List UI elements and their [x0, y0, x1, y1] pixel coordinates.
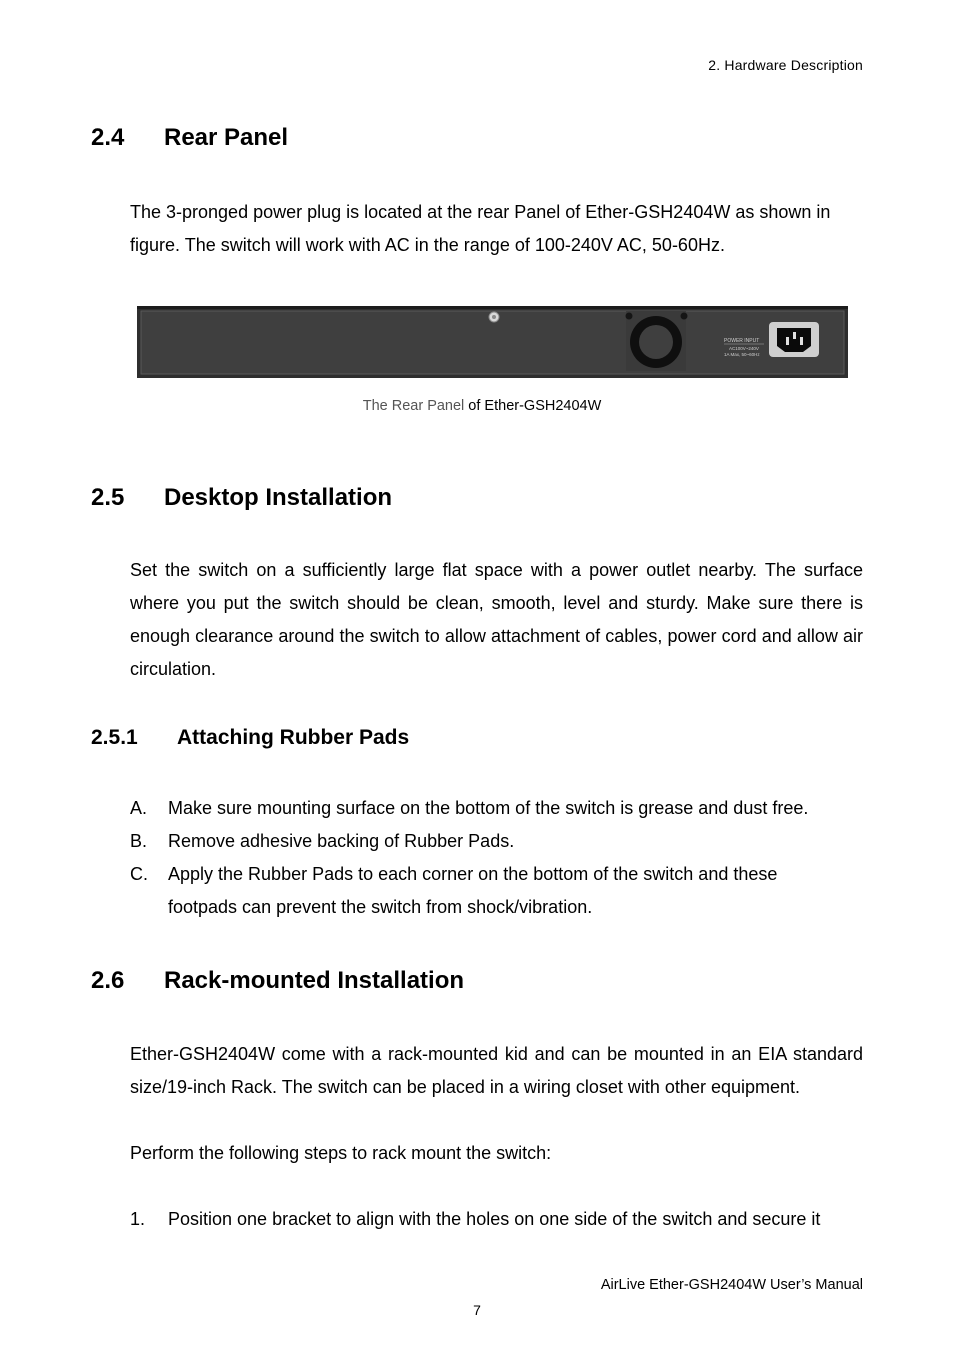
- section-number: 2.5: [91, 484, 125, 511]
- section-heading-2-5: [91, 484, 392, 512]
- section-title: Attaching Rubber Pads: [177, 726, 410, 749]
- list-marker: A.: [130, 798, 148, 818]
- section-title: Desktop Installation: [164, 484, 393, 511]
- list-item-text: Make sure mounting surface on the bottom of the switch is grease and dust free.: [168, 798, 809, 818]
- list-marker: B.: [130, 831, 148, 851]
- list-item-text: Apply the Rubber Pads to each corner on the bottom of the switch and these footpads can prevent the switch from shock/vibration.: [168, 864, 778, 917]
- section-number: 2.4: [91, 124, 125, 151]
- figure-caption-part1: The Rear Panel: [362, 398, 465, 414]
- section-heading-2-6: [91, 967, 464, 995]
- power-label-line2: AC100V~240V: [729, 346, 759, 351]
- figure-caption: [0, 398, 954, 414]
- section-number: 2.6: [91, 967, 125, 994]
- list-item: [130, 1203, 863, 1236]
- power-socket-icon: [769, 322, 819, 357]
- section-number: 2.5.1: [91, 726, 138, 749]
- list-item: [130, 792, 863, 825]
- rear-panel-figure: [137, 306, 848, 378]
- list-item: [130, 825, 863, 858]
- power-label-line3: 1A Max, 50~60Hz: [724, 352, 760, 357]
- section-title: Rack-mounted Installation: [164, 967, 465, 994]
- section-heading-2-5-1: [91, 726, 409, 750]
- list-item-text: Remove adhesive backing of Rubber Pads.: [168, 831, 515, 851]
- section-title: Rear Panel: [164, 124, 289, 151]
- list-marker: 1.: [130, 1209, 146, 1229]
- rack-installation-intro: Perform the following steps to rack mount the switch:: [130, 1143, 552, 1163]
- section-heading-2-4: [91, 124, 288, 152]
- figure-caption-part2: of Ether-GSH2404W: [464, 398, 602, 414]
- rack-installation-paragraph: Ether-GSH2404W come with a rack-mounted kid and can be mounted in an EIA standard size/19-inch Rack. The switch can be placed in a wiring closet with other equipment.: [130, 1044, 863, 1097]
- list-marker: C.: [130, 864, 148, 884]
- running-header: 2. Hardware Description: [708, 57, 863, 73]
- rear-panel-illustration: [137, 306, 848, 378]
- rear-panel-paragraph: The 3-pronged power plug is located at the rear Panel of Ether-GSH2404W as shown in figure. The switch will work with AC in the range of 100-240V AC, 50-60Hz.: [130, 202, 831, 255]
- footer-manual-title: AirLive Ether-GSH2404W User’s Manual: [600, 1277, 863, 1293]
- desktop-installation-paragraph: Set the switch on a sufficiently large flat space with a power outlet nearby. The surface where you put the switch should be clean, smooth, level and sturdy. Make sure there is enough clearance around the switch to allow attachment of cables, power cord and allow air circulation.: [130, 560, 863, 679]
- list-item-text: Position one bracket to align with the holes on one side of the switch and secure it: [168, 1209, 821, 1229]
- list-item: [130, 858, 863, 924]
- power-label-line1: POWER INPUT: [724, 338, 760, 344]
- page-number: 7: [473, 1302, 481, 1318]
- fan-grille: [626, 311, 688, 371]
